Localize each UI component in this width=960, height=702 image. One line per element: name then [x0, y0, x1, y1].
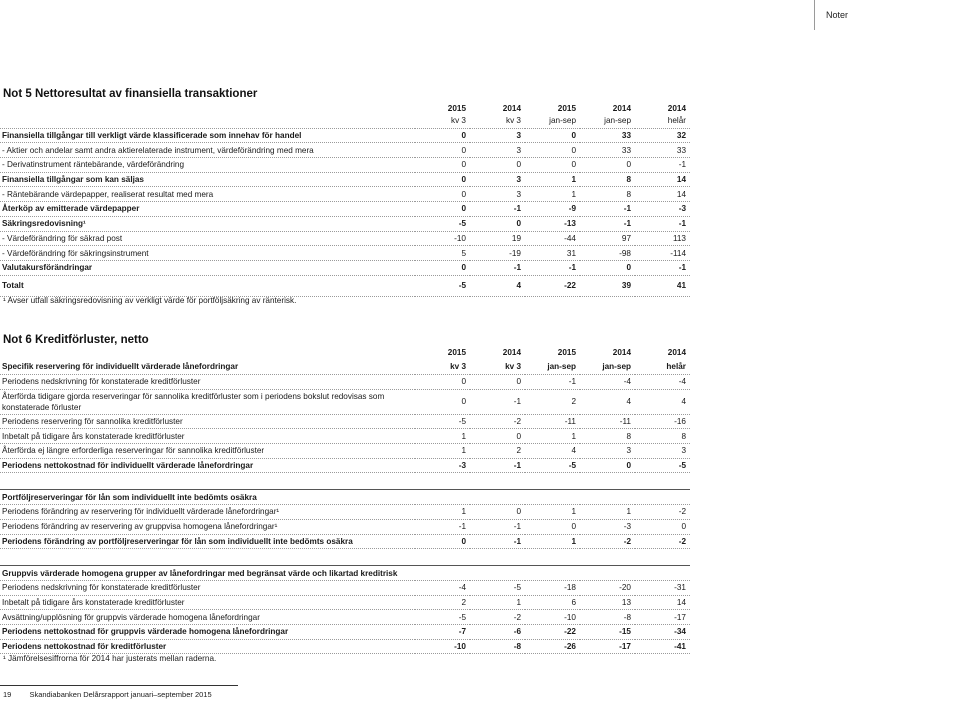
table-row — [0, 444, 690, 459]
year-header: 2015 — [557, 347, 576, 357]
year-header: 2014 — [502, 103, 521, 113]
table-row — [0, 458, 690, 473]
row-value: 33 — [580, 128, 635, 143]
row-value: -1 — [470, 458, 525, 473]
row-value: 14 — [635, 187, 690, 202]
header-spacer — [0, 346, 415, 358]
section-label: Noter — [826, 10, 849, 20]
row-value: 1 — [580, 505, 635, 520]
page-footer — [3, 690, 212, 699]
row-label: Periodens nettokostnad för gruppvis värderade homogena lånefordringar — [0, 624, 415, 639]
year-header: 2014 — [612, 347, 631, 357]
row-value: 0 — [525, 158, 580, 173]
row-label: - Räntebärande värdepapper, realiserat resultat med mera — [0, 187, 415, 202]
row-value: -1 — [470, 202, 525, 217]
row-value: -5 — [525, 458, 580, 473]
row-value: -1 — [635, 260, 690, 275]
row-value: 2 — [415, 595, 470, 610]
note5-table — [0, 102, 690, 297]
table-row — [0, 202, 690, 217]
row-value: 4 — [635, 389, 690, 414]
row-value: -17 — [635, 610, 690, 625]
row-label: Återförda tidigare gjorda reserveringar för sannolika kreditförluster som i periodens bokslut redovisas som konstaterade förluster — [0, 389, 415, 414]
row-value: 1 — [525, 429, 580, 444]
table-heading: Specifik reservering för individuellt värderade lånefordringar — [0, 358, 415, 375]
row-value: 0 — [525, 128, 580, 143]
row-value: 1 — [525, 505, 580, 520]
row-value: 8 — [580, 429, 635, 444]
row-value: -1 — [470, 519, 525, 534]
period-header: jan-sep — [525, 358, 580, 375]
row-value: -5 — [415, 216, 470, 231]
group-heading-row — [0, 566, 690, 581]
row-value: 0 — [415, 389, 470, 414]
row-value: 39 — [580, 275, 635, 296]
row-value: 0 — [415, 260, 470, 275]
row-value: -2 — [635, 505, 690, 520]
note5-title: Not 5 Nettoresultat av finansiella transaktioner — [3, 88, 258, 100]
row-value: 8 — [580, 172, 635, 187]
row-label: Periodens nedskrivning för konstaterade kreditförluster — [0, 580, 415, 595]
row-value: -1 — [470, 260, 525, 275]
header-divider — [814, 0, 815, 30]
row-label: Periodens reservering för sannolika kreditförluster — [0, 414, 415, 429]
row-value: 33 — [635, 143, 690, 158]
row-value: -7 — [415, 624, 470, 639]
row-label: Finansiella tillgångar till verkligt värde klassificerade som innehav för handel — [0, 128, 415, 143]
year-header: 2014 — [612, 103, 631, 113]
header-spacer — [0, 102, 415, 114]
row-value: 0 — [415, 172, 470, 187]
row-value: -1 — [415, 519, 470, 534]
period-header: kv 3 — [470, 358, 525, 375]
row-value: 19 — [470, 231, 525, 246]
row-value: 31 — [525, 246, 580, 261]
row-value: 1 — [525, 187, 580, 202]
section-spacer — [0, 549, 690, 566]
table-row — [0, 519, 690, 534]
row-value: 1 — [525, 534, 580, 549]
row-value: -34 — [635, 624, 690, 639]
table-row — [0, 260, 690, 275]
table-row — [0, 429, 690, 444]
row-value: 14 — [635, 595, 690, 610]
row-value: -1 — [525, 375, 580, 390]
period-header-row — [0, 114, 690, 128]
table-row — [0, 414, 690, 429]
row-label: Valutakursförändringar — [0, 260, 415, 275]
row-value: -18 — [525, 580, 580, 595]
table-row — [0, 534, 690, 549]
row-value: -1 — [635, 216, 690, 231]
period-header: kv 3 — [470, 114, 525, 128]
row-label: Inbetalt på tidigare års konstaterade kreditförluster — [0, 429, 415, 444]
row-value: 3 — [470, 172, 525, 187]
row-value: -15 — [580, 624, 635, 639]
table-row — [0, 216, 690, 231]
year-header: 2014 — [667, 103, 686, 113]
row-label: Inbetalt på tidigare års konstaterade kreditförluster — [0, 595, 415, 610]
row-value: -26 — [525, 639, 580, 654]
period-header: jan-sep — [525, 114, 580, 128]
table-row — [0, 595, 690, 610]
row-value: -3 — [635, 202, 690, 217]
row-value: 1 — [415, 505, 470, 520]
note6-title: Not 6 Kreditförluster, netto — [3, 334, 149, 346]
row-value: -10 — [415, 231, 470, 246]
row-value: 3 — [635, 444, 690, 459]
row-value: 2 — [525, 389, 580, 414]
note6-table — [0, 346, 690, 654]
note5-footnote: ¹ Avser utfall säkringsredovisning av verkligt värde för portföljsäkring av ränterisk. — [3, 296, 297, 305]
row-value: -1 — [635, 158, 690, 173]
row-value: 0 — [415, 128, 470, 143]
table-row — [0, 246, 690, 261]
table-row — [0, 275, 690, 296]
section-spacer — [0, 473, 690, 490]
row-value: -8 — [470, 639, 525, 654]
row-label: Återförda ej längre erforderliga reserveringar för sannolika kreditförluster — [0, 444, 415, 459]
row-value: 32 — [635, 128, 690, 143]
row-value: 97 — [580, 231, 635, 246]
table-row — [0, 639, 690, 654]
row-value: -5 — [415, 610, 470, 625]
row-value: -4 — [580, 375, 635, 390]
table-row — [0, 505, 690, 520]
year-header: 2015 — [447, 103, 466, 113]
year-header: 2015 — [447, 347, 466, 357]
row-value: 0 — [580, 260, 635, 275]
row-value: -2 — [635, 534, 690, 549]
row-value: -2 — [470, 610, 525, 625]
row-value: -5 — [470, 580, 525, 595]
period-header: helår — [635, 114, 690, 128]
table-row — [0, 172, 690, 187]
row-value: -2 — [580, 534, 635, 549]
row-label: Periodens förändring av reservering av gruppvisa homogena lånefordringar¹ — [0, 519, 415, 534]
row-value: -11 — [580, 414, 635, 429]
table-row — [0, 187, 690, 202]
header-spacer — [0, 114, 415, 128]
row-label: Återköp av emitterade värdepapper — [0, 202, 415, 217]
row-label: - Värdeförändring för säkrad post — [0, 231, 415, 246]
row-value: 8 — [635, 429, 690, 444]
row-label: - Värdeförändring för säkringsinstrument — [0, 246, 415, 261]
top-bar — [0, 0, 960, 30]
group-heading-row — [0, 490, 690, 505]
page-number: 19 — [3, 690, 12, 699]
row-value: -22 — [525, 275, 580, 296]
row-value: 0 — [415, 534, 470, 549]
year-header: 2015 — [557, 103, 576, 113]
row-value: 4 — [525, 444, 580, 459]
row-value: -98 — [580, 246, 635, 261]
row-value: -9 — [525, 202, 580, 217]
row-value: 33 — [580, 143, 635, 158]
footer-rule — [0, 685, 238, 686]
row-label: - Aktier och andelar samt andra aktierelaterade instrument, värdeförändring med mera — [0, 143, 415, 158]
row-value: -16 — [635, 414, 690, 429]
row-label: - Derivatinstrument räntebärande, värdeförändring — [0, 158, 415, 173]
row-value: 4 — [580, 389, 635, 414]
row-value: -22 — [525, 624, 580, 639]
row-value: 1 — [415, 444, 470, 459]
row-label: Periodens förändring av portföljreserveringar för lån som individuellt inte bedömts osäkra — [0, 534, 415, 549]
spacer-cell — [0, 473, 690, 490]
row-value: 0 — [415, 187, 470, 202]
row-value: -1 — [580, 202, 635, 217]
spacer-cell — [0, 549, 690, 566]
row-value: -1 — [470, 389, 525, 414]
group-heading: Portföljreserveringar för lån som individuellt inte bedömts osäkra — [0, 490, 690, 505]
row-value: 0 — [470, 375, 525, 390]
row-value: 113 — [635, 231, 690, 246]
table-row — [0, 143, 690, 158]
row-label: Totalt — [0, 275, 415, 296]
table-row — [0, 158, 690, 173]
row-value: -41 — [635, 639, 690, 654]
row-value: 0 — [580, 158, 635, 173]
period-header: kv 3 — [415, 358, 470, 375]
year-header: 2014 — [667, 347, 686, 357]
row-value: 0 — [415, 375, 470, 390]
period-header: jan-sep — [580, 114, 635, 128]
row-label: Avsättning/upplösning för gruppvis värderade homogena lånefordringar — [0, 610, 415, 625]
row-value: 13 — [580, 595, 635, 610]
row-value: -8 — [580, 610, 635, 625]
report-name: Skandiabanken Delårsrapport januari–september 2015 — [29, 690, 212, 699]
period-header-row — [0, 358, 690, 375]
row-value: -5 — [415, 275, 470, 296]
row-label: Periodens nedskrivning för konstaterade kreditförluster — [0, 375, 415, 390]
row-value: 5 — [415, 246, 470, 261]
row-value: 0 — [580, 458, 635, 473]
row-value: -44 — [525, 231, 580, 246]
row-label: Periodens förändring av reservering för individuellt värderade lånefordringar¹ — [0, 505, 415, 520]
row-value: -6 — [470, 624, 525, 639]
row-value: 0 — [470, 429, 525, 444]
row-value: 3 — [580, 444, 635, 459]
row-value: -1 — [580, 216, 635, 231]
table-row — [0, 580, 690, 595]
row-value: -114 — [635, 246, 690, 261]
row-value: 41 — [635, 275, 690, 296]
row-value: 1 — [470, 595, 525, 610]
row-value: -10 — [525, 610, 580, 625]
row-value: 3 — [470, 128, 525, 143]
row-value: -20 — [580, 580, 635, 595]
year-header-row — [0, 102, 690, 114]
row-value: 0 — [470, 216, 525, 231]
row-value: 0 — [470, 158, 525, 173]
row-value: -19 — [470, 246, 525, 261]
row-value: 0 — [415, 202, 470, 217]
row-value: 1 — [525, 172, 580, 187]
row-value: -1 — [470, 534, 525, 549]
row-label: Finansiella tillgångar som kan säljas — [0, 172, 415, 187]
row-label: Periodens nettokostnad för kreditförluster — [0, 639, 415, 654]
period-header: helår — [635, 358, 690, 375]
table-row — [0, 128, 690, 143]
row-value: 4 — [470, 275, 525, 296]
row-value: 0 — [635, 519, 690, 534]
table-row — [0, 375, 690, 390]
row-value: -2 — [470, 414, 525, 429]
row-value: 0 — [415, 158, 470, 173]
row-value: -13 — [525, 216, 580, 231]
row-value: -17 — [580, 639, 635, 654]
period-header: jan-sep — [580, 358, 635, 375]
row-value: 0 — [525, 143, 580, 158]
row-value: -5 — [635, 458, 690, 473]
row-label: Säkringsredovisning¹ — [0, 216, 415, 231]
row-value: 6 — [525, 595, 580, 610]
table-row — [0, 389, 690, 414]
note6-footnote: ¹ Jämförelsesiffrorna för 2014 har justerats mellan raderna. — [3, 654, 217, 663]
row-value: -11 — [525, 414, 580, 429]
table-row — [0, 231, 690, 246]
row-value: -1 — [525, 260, 580, 275]
row-value: 0 — [470, 505, 525, 520]
row-value: -4 — [635, 375, 690, 390]
row-value: 8 — [580, 187, 635, 202]
year-header-row — [0, 346, 690, 358]
period-header: kv 3 — [415, 114, 470, 128]
row-value: 1 — [415, 429, 470, 444]
row-value: 0 — [525, 519, 580, 534]
row-value: -3 — [415, 458, 470, 473]
row-label: Periodens nettokostnad för individuellt värderade lånefordringar — [0, 458, 415, 473]
row-value: 3 — [470, 143, 525, 158]
row-value: 14 — [635, 172, 690, 187]
row-value: -4 — [415, 580, 470, 595]
row-value: -3 — [580, 519, 635, 534]
table-row — [0, 610, 690, 625]
row-value: 3 — [470, 187, 525, 202]
row-value: 2 — [470, 444, 525, 459]
row-value: -5 — [415, 414, 470, 429]
table-row — [0, 624, 690, 639]
year-header: 2014 — [502, 347, 521, 357]
row-value: -10 — [415, 639, 470, 654]
row-value: -31 — [635, 580, 690, 595]
row-value: 0 — [415, 143, 470, 158]
group-heading: Gruppvis värderade homogena grupper av lånefordringar med begränsat värde och likartad kreditrisk — [0, 566, 690, 581]
